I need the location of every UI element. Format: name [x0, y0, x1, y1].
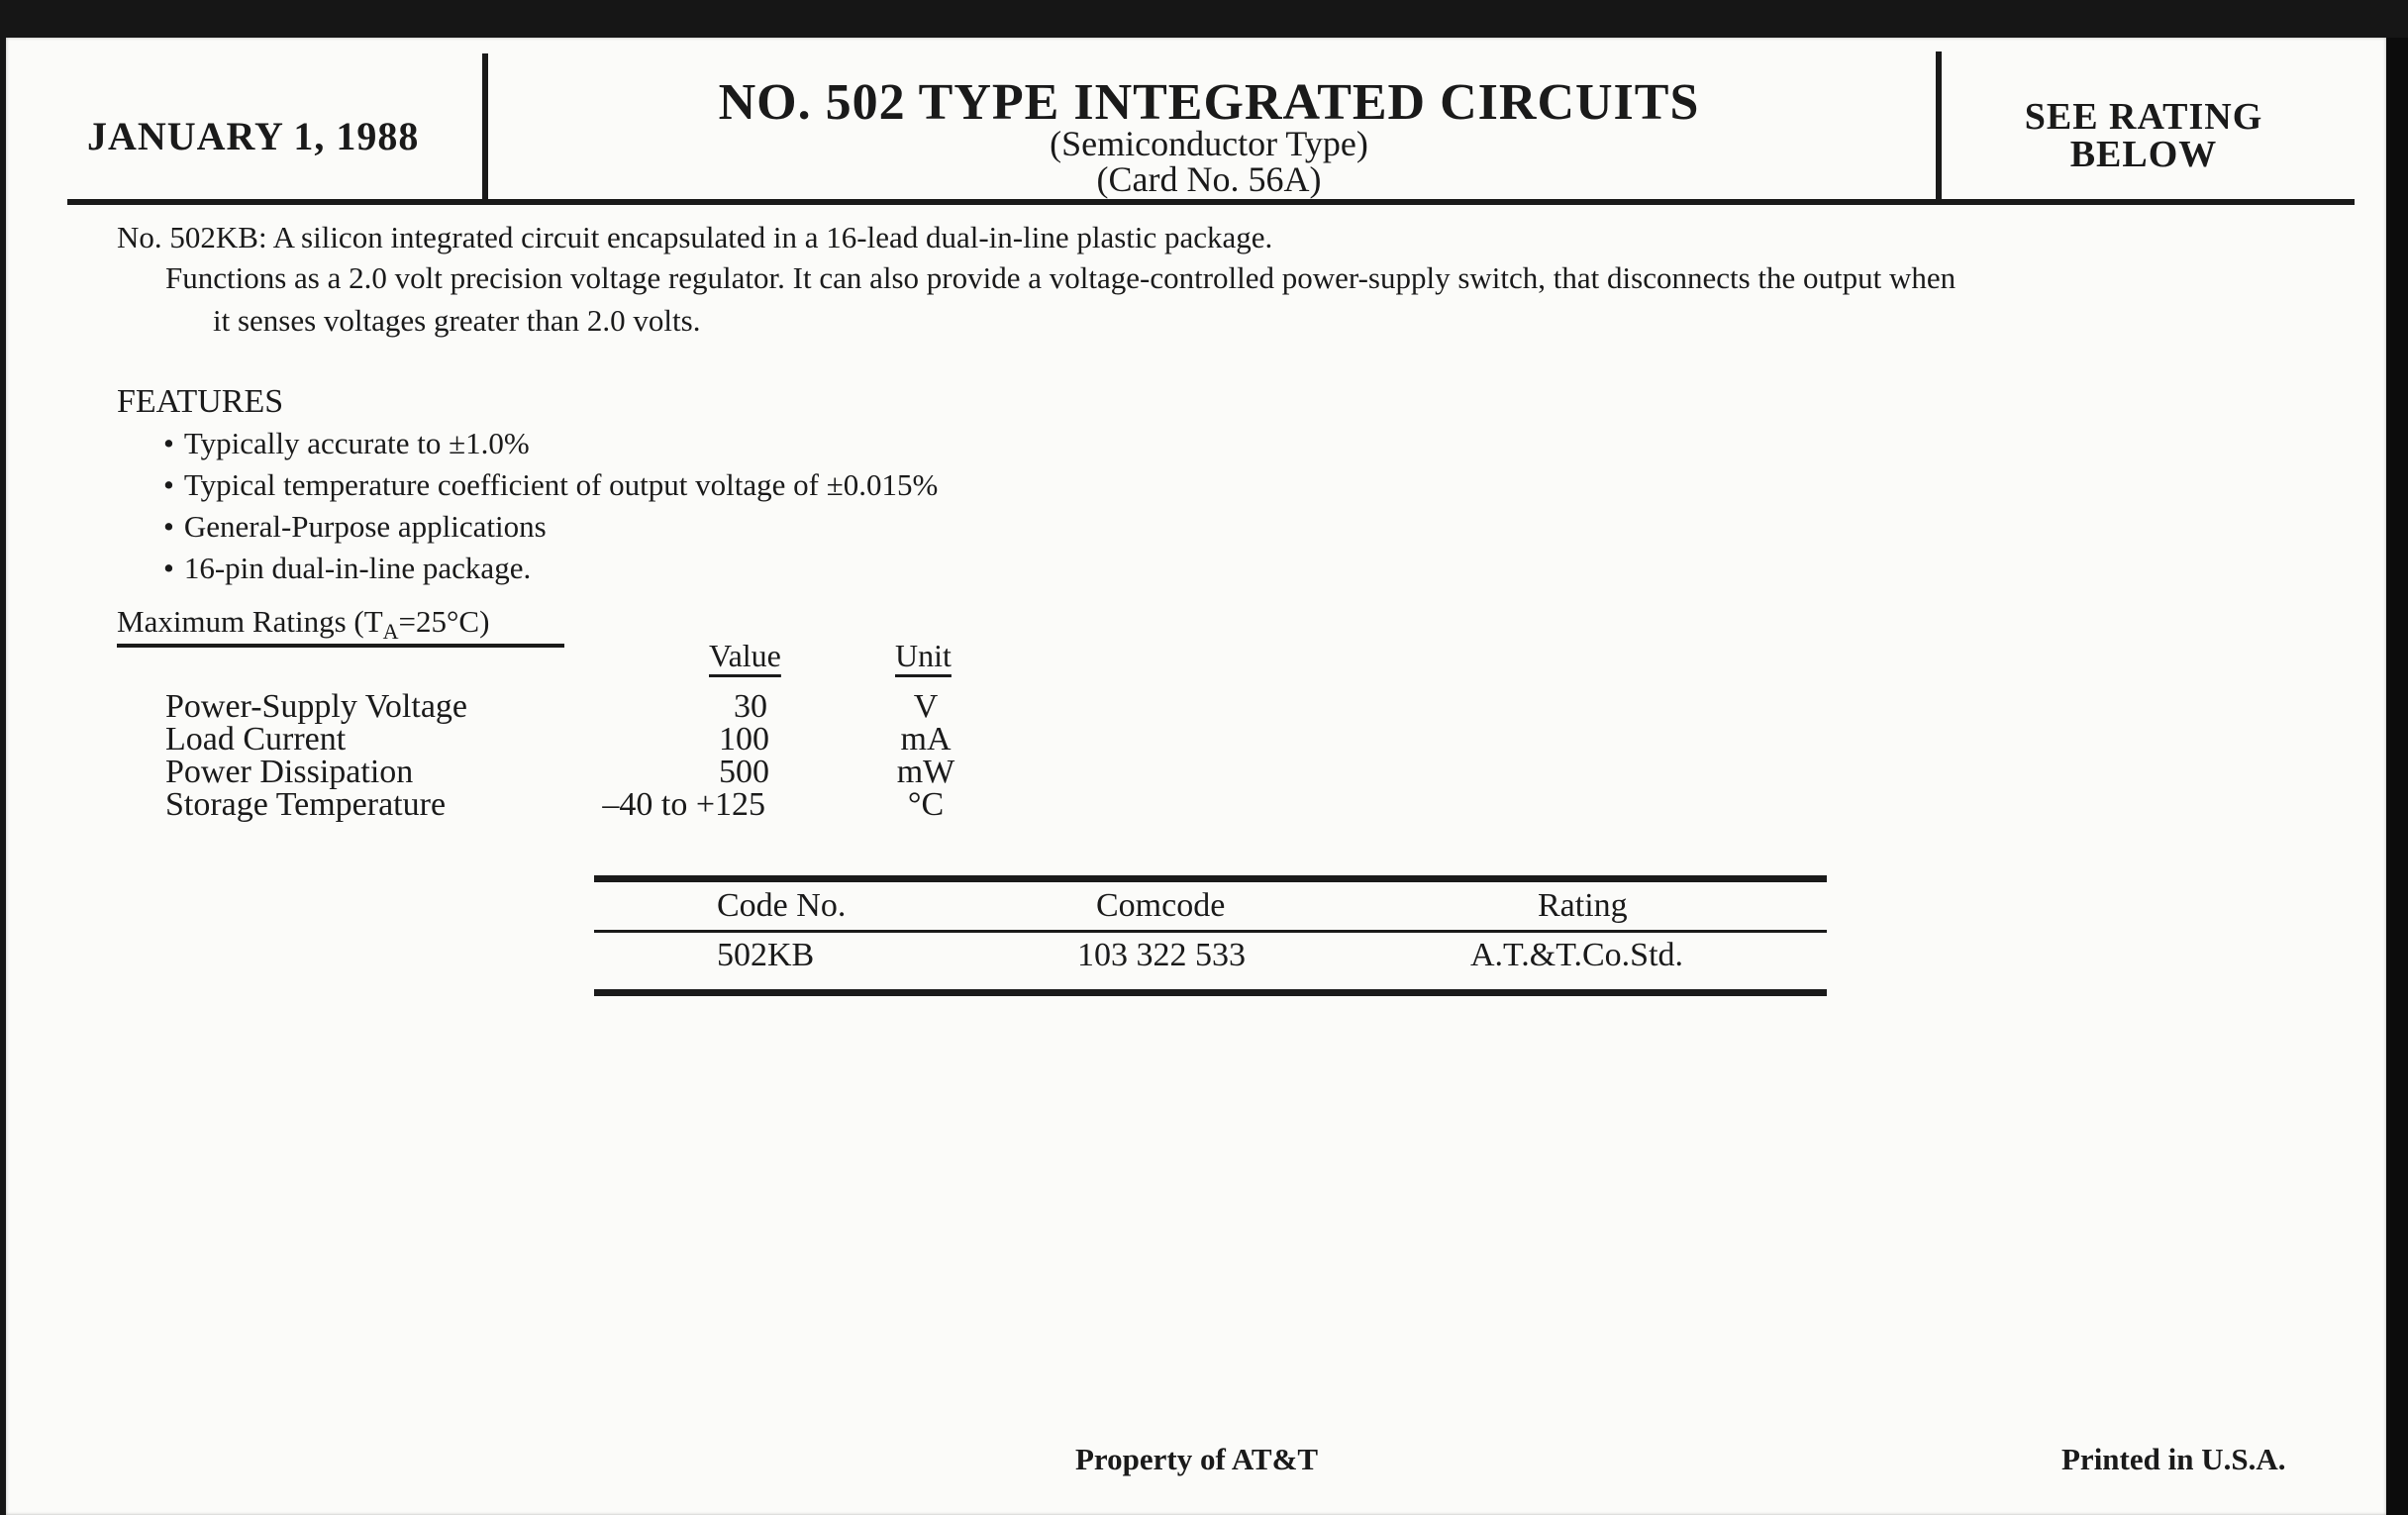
code-table-cell: A.T.&T.Co.Std. [1470, 937, 1684, 973]
card-subtitle: (Semiconductor Type) [1050, 124, 1368, 163]
header-rule [67, 199, 2355, 205]
rating-value: 30 [734, 688, 767, 725]
rating-value: –40 to +125 [602, 786, 765, 823]
rating-param: Storage Temperature [165, 786, 447, 823]
feature-item: • Typically accurate to ±1.0% [163, 426, 530, 461]
card-title: NO. 502 TYPE INTEGRATED CIRCUITS [718, 74, 1700, 131]
code-table-cell: 502KB [717, 937, 815, 973]
feature-item: • Typical temperature coefficient of output voltage of ±0.015% [163, 467, 938, 503]
rating-unit: °C [907, 786, 945, 823]
code-table-header: Rating [1538, 887, 1628, 924]
description-line-3: it senses voltages greater than 2.0 volts. [213, 303, 701, 338]
code-table-header: Code No. [717, 887, 847, 924]
code-table-cell: 103 322 533 [1077, 937, 1246, 973]
card-edge-shadow [2386, 38, 2408, 1515]
footer-printed: Printed in U.S.A. [2061, 1442, 2286, 1476]
rating-unit: mW [896, 754, 955, 790]
footer-property: Property of AT&T [1075, 1442, 1319, 1476]
rating-unit: V [913, 688, 939, 725]
rating-note-line2: BELOW [2069, 134, 2218, 175]
rating-value: 500 [719, 754, 769, 790]
feature-item: • 16-pin dual-in-line package. [163, 551, 531, 586]
code-table-bottom-rule [594, 989, 1827, 996]
max-ratings-heading: Maximum Ratings $(T_A=25^\circ C)$ [117, 604, 490, 645]
card-number: (Card No. 56A) [1096, 159, 1322, 199]
rating-unit: mA [900, 721, 952, 758]
rating-note-line1: SEE RATING [2024, 96, 2263, 138]
rating-param: Load Current [165, 721, 347, 758]
description-line-1: No. 502KB: A silicon integrated circuit encapsulated in a 16-lead dual-in-line plastic package. [117, 220, 1273, 254]
code-table-top-rule [594, 875, 1827, 882]
code-table-header: Comcode [1096, 887, 1226, 924]
features-heading: FEATURES [117, 383, 284, 420]
value-column-header: Value [709, 638, 781, 673]
feature-item: • General-Purpose applications [163, 509, 547, 545]
unit-column-header: Unit [895, 638, 952, 673]
rating-value: 100 [719, 721, 769, 758]
max-ratings-underline [117, 644, 564, 648]
description-line-2: Functions as a 2.0 volt precision voltage regulator. It can also provide a voltage-controlled power-supply switch, that disconnects the output when [165, 260, 1956, 295]
code-table-mid-rule [594, 930, 1827, 933]
rating-param: Power Dissipation [165, 754, 414, 790]
rating-param: Power-Supply Voltage [165, 688, 468, 725]
card-date: JANUARY 1, 1988 [87, 114, 420, 158]
